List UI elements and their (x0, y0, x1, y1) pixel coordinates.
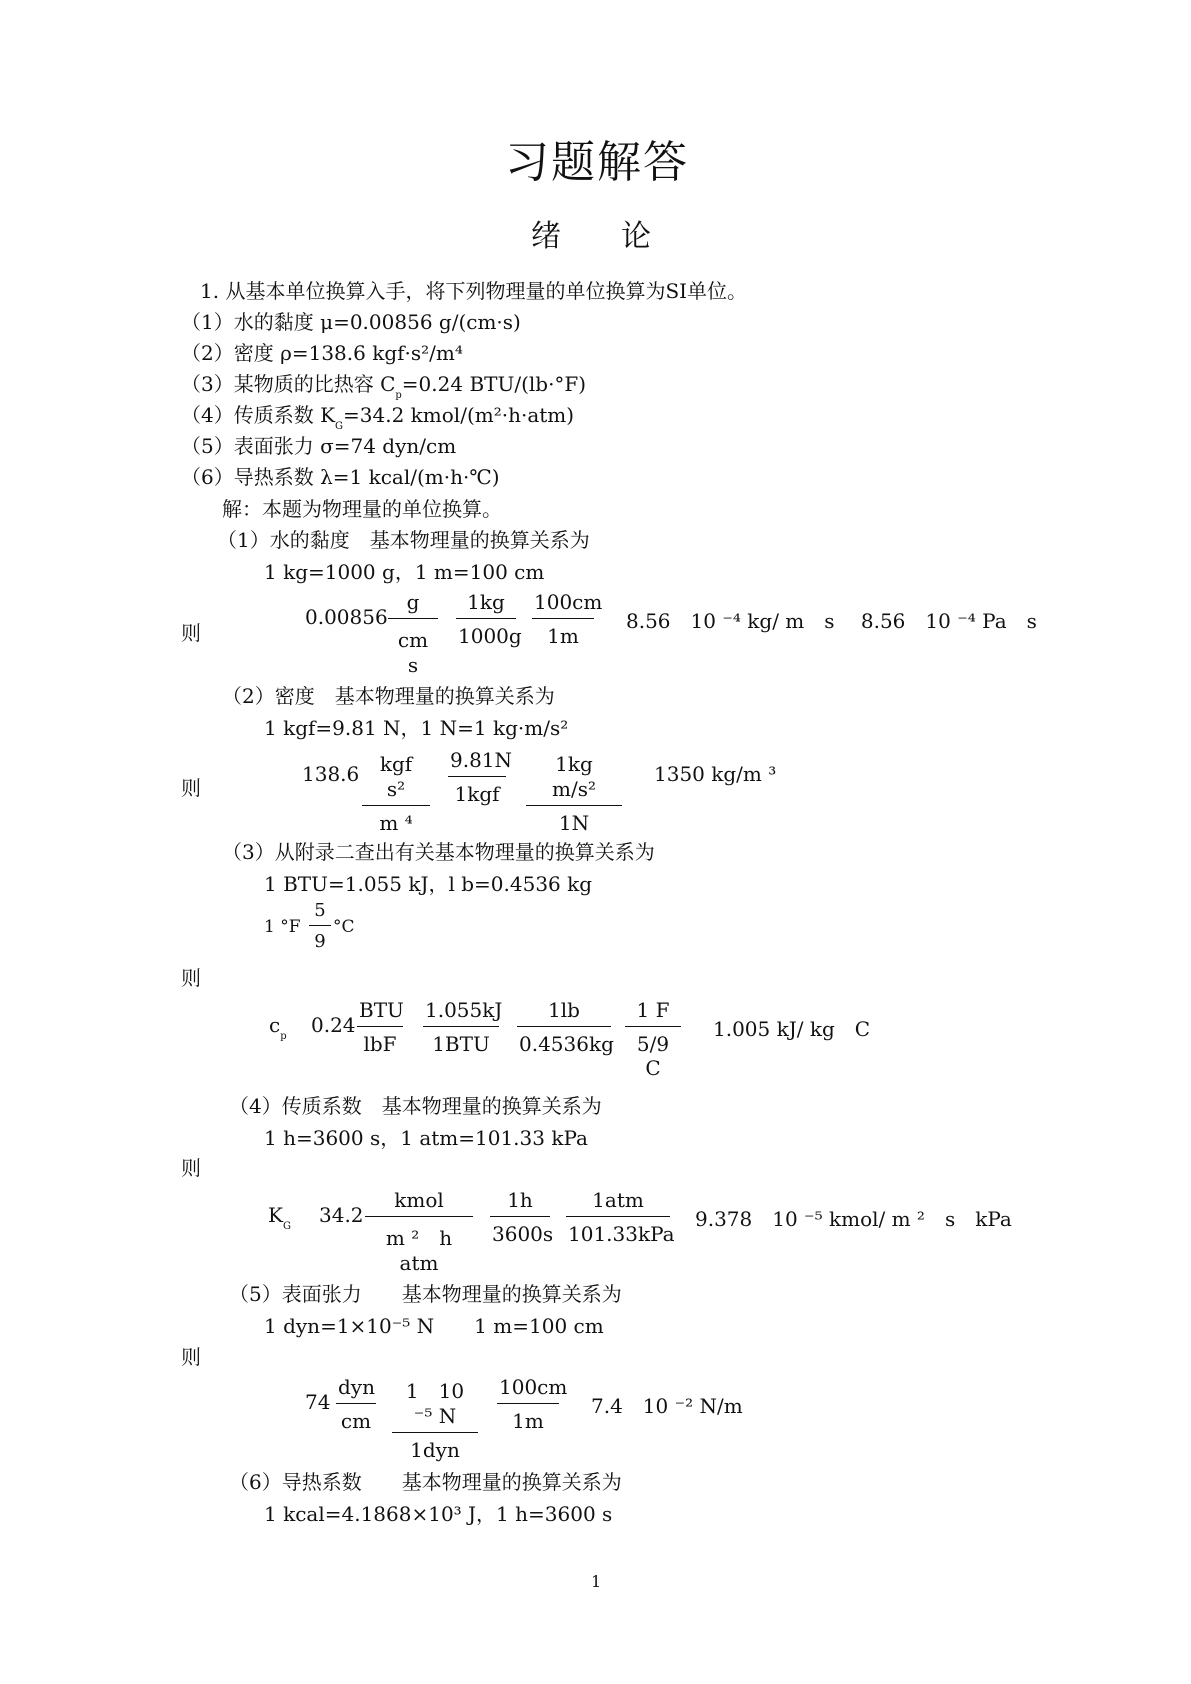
part3-degree-left: 1 °F (264, 917, 301, 937)
part3-result: 1.005 kJ/ kg C (713, 1017, 871, 1041)
part3-fraction-3: 1lb 0.4536kg (519, 998, 614, 1056)
question-item-5: （5）表面张力 σ=74 dyn/cm (181, 434, 457, 458)
question-stem: 1. 从基本单位换算入手，将下列物理量的单位换算为SI单位。 (200, 279, 748, 303)
part6-relation: 1 kcal=4.1868×10³ J，1 h=3600 s (264, 1502, 613, 1526)
part4-relation: 1 h=3600 s，1 atm=101.33 kPa (264, 1126, 588, 1150)
question-item-4: （4）传质系数 $K_G=34.2$ kmol/(m²·h·atm) (181, 403, 575, 432)
part3-heading: （3）从附录二查出有关基本物理量的换算关系为 (222, 840, 655, 864)
part3-degree-right: °C (333, 917, 355, 937)
part2-heading: （2）密度 基本物理量的换算关系为 (222, 684, 555, 708)
part5-result: 7.4 10 ⁻² N/m (591, 1394, 743, 1418)
part2-relation: 1 kgf=9.81 N，1 N=1 kg·m/s² (264, 716, 569, 740)
part3-fraction-4: 1 F 5/9 C (625, 998, 681, 1080)
part5-heading: （5）表面张力 基本物理量的换算关系为 (229, 1282, 622, 1306)
page-subtitle: 绪 论 (531, 219, 651, 254)
part4-coefficient: 34.2 (319, 1203, 364, 1227)
part3-coefficient: 0.24 (311, 1013, 356, 1037)
question-item-2: （2）密度 ρ=138.6 kgf·s²/m⁴ (181, 341, 463, 365)
part2-fraction-1: kgf s² m ⁴ (362, 748, 430, 835)
part3-relation: 1 BTU=1.055 kJ，l b=0.4536 kg (264, 872, 593, 896)
part5-coefficient: 74 (305, 1390, 331, 1414)
part6-heading: （6）导热系数 基本物理量的换算关系为 (229, 1470, 622, 1494)
part1-fraction-3: 100cm 1m (534, 590, 603, 648)
part2-result: 1350 kg/m ³ (654, 762, 777, 786)
part5-fraction-3: 100cm 1m (499, 1375, 568, 1433)
page-number: 1 (591, 1572, 602, 1591)
part4-heading: （4）传质系数 基本物理量的换算关系为 (229, 1094, 602, 1118)
part3-fraction-1: BTU lbF (359, 998, 404, 1056)
part2-fraction-2: 9.81N 1kgf (450, 748, 513, 806)
part1-fraction-1: g cm s (388, 590, 438, 677)
part4-fraction-2: 1h 3600s (492, 1188, 554, 1246)
part3-degree-fraction: 5 9 (309, 900, 331, 952)
part4-lhs: $K_G$ (268, 1203, 291, 1232)
part4-result: 9.378 10 ⁻⁵ kmol/ m ² s kPa (695, 1207, 1012, 1231)
part2-coefficient: 138.6 (302, 762, 360, 786)
part5-fraction-2: 1 10 ⁻⁵ N 1dyn (392, 1375, 478, 1462)
ze-label-5: 则 (181, 1345, 201, 1369)
ze-label-4: 则 (181, 1156, 201, 1180)
part1-fraction-2: 1kg 1000g (458, 590, 522, 648)
part3-lhs: $c_p$ (269, 1013, 287, 1042)
part1-coefficient: 0.00856 (305, 605, 388, 629)
ze-label-1: 则 (181, 621, 201, 645)
part1-result: 8.56 10 ⁻⁴ kg/ m s 8.56 10 ⁻⁴ Pa s (626, 609, 1037, 633)
part1-heading: （1）水的黏度 基本物理量的换算关系为 (217, 528, 590, 552)
part4-fraction-1: kmol m ² h atm (365, 1188, 473, 1275)
part3-fraction-2: 1.055kJ 1BTU (425, 998, 503, 1056)
part5-relation: 1 dyn=1×10⁻⁵ N 1 m=100 cm (264, 1314, 604, 1338)
part4-fraction-3: 1atm 101.33kPa (568, 1188, 675, 1246)
page-title: 习题解答 (505, 137, 689, 188)
part2-fraction-3: 1kg m/s² 1N (526, 748, 622, 835)
part5-fraction-1: dyn cm (338, 1375, 375, 1433)
ze-label-2: 则 (181, 776, 201, 800)
solution-intro: 解：本题为物理量的单位换算。 (222, 497, 502, 521)
question-item-6: （6）导热系数 λ=1 kcal/(m·h·℃) (181, 465, 500, 489)
question-item-3: （3）某物质的比热容 $C_p=0.24$ BTU/(lb·°F) (181, 372, 587, 401)
part1-relation: 1 kg=1000 g，1 m=100 cm (264, 560, 545, 584)
question-item-1: （1）水的黏度 μ=0.00856 g/(cm·s) (181, 310, 521, 334)
ze-label-3: 则 (181, 966, 201, 990)
